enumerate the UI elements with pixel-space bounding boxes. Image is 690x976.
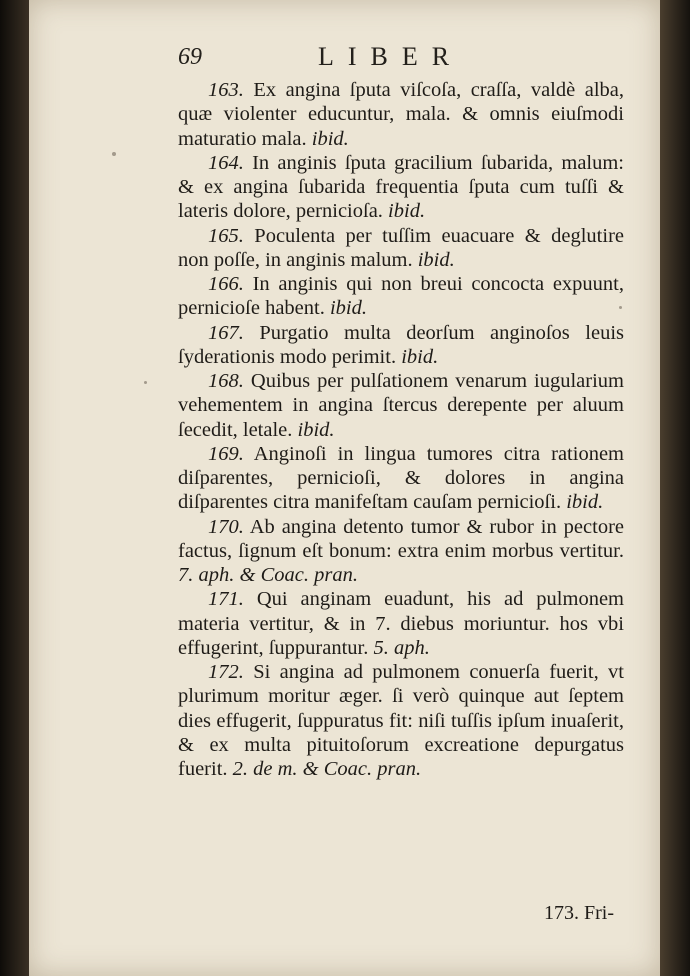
aphorism-reference: ibid. — [297, 418, 335, 441]
aphorism-number: 172. — [208, 661, 244, 683]
catchword: 173. Fri- — [544, 902, 614, 924]
aphorism-entry — [178, 151, 624, 224]
aphorism-text: In anginis qui non breui concocta expuunt, pernicioſe habent. — [178, 273, 625, 320]
aphorism-entry — [178, 515, 624, 588]
aphorism-number: 167. — [208, 321, 244, 344]
aphorism-entry — [178, 442, 624, 515]
aphorism-reference: ibid. — [566, 491, 604, 514]
page-number: 69 — [178, 44, 202, 70]
aphorism-text: In anginis ſputa gracilium ſubarida, malum: & ex angina ſubarida frequentia ſputa cum tuſſi & lateris dolore, pernicioſa. — [178, 151, 625, 223]
aphorism-entry — [178, 587, 624, 660]
aphorism-reference: ibid. — [311, 127, 349, 150]
aphorism-entry — [178, 660, 624, 781]
aphorism-entry — [178, 78, 624, 151]
aphorism-number: 170. — [208, 515, 244, 538]
aphorism-number: 171. — [208, 588, 244, 611]
aphorism-number: 166. — [208, 273, 244, 295]
aphorism-reference: 5. aph. — [373, 636, 430, 659]
aphorism-text: Poculenta per tuſſim euacuare & deglutire non poſſe, in anginis malum. — [178, 224, 625, 271]
aphorism-text: Purgatio multa deorſum anginoſos leuis ſyderationis modo perimit. — [178, 321, 624, 368]
aphorism-text: Si angina ad pulmonem conuerſa fuerit, vt plurimum moritur æger. ſi verò quinque aut ſeptem dies effugerit, ſuppuratus fit: niſi tuſſis ipſum inuaſerit, & ex multa pituitoſorum excreatione depurgatus fuerit. — [178, 661, 625, 780]
aphorism-text: Ex angina ſputa viſcoſa, craſſa, valdè alba, quæ violenter educuntur, mala. & omnis eiuſmodi maturatio mala. — [178, 79, 624, 150]
aphorism-entry — [178, 272, 624, 321]
aphorism-entry — [178, 321, 624, 370]
aphorism-number: 164. — [208, 151, 244, 174]
aphorism-text: Quibus per pulſationem venarum iugularium vehementem in angina ſtercus derepente per aluum ſecedit, letale. — [178, 370, 625, 441]
aphorism-text: Qui anginam euadunt, his ad pulmonem materia vertitur, & in 7. diebus moriuntur. hos vbi effugerint, ſuppurantur. — [178, 588, 624, 659]
aphorism-text: Anginoſi in lingua tumores citra rationem diſparentes, pernicioſi, & dolores in angina diſparentes citra manifeſtam cauſam pernicioſi. — [178, 442, 624, 514]
aphorism-number: 168. — [208, 370, 244, 392]
aphorism-text: Ab angina detento tumor & rubor in pectore factus, ſignum eſt bonum: extra enim morbus vertitur. — [178, 515, 624, 562]
paper-spot — [144, 381, 147, 384]
aphorism-reference: ibid. — [401, 345, 439, 368]
aphorism-entry — [178, 369, 624, 442]
page-header — [150, 42, 620, 76]
book-edge-right — [660, 0, 690, 976]
aphorism-number: 163. — [208, 79, 244, 101]
paper-spot — [112, 152, 116, 156]
aphorism-list — [178, 78, 624, 781]
aphorism-number: 165. — [208, 224, 244, 247]
running-title: LIBER — [318, 42, 464, 71]
aphorism-reference: ibid. — [388, 200, 426, 223]
aphorism-reference: ibid. — [329, 297, 368, 320]
aphorism-reference: ibid. — [417, 248, 455, 271]
aphorism-reference: 7. aph. & Coac. pran. — [178, 564, 358, 586]
aphorism-entry — [178, 224, 624, 273]
aphorism-number: 169. — [208, 442, 244, 465]
book-gutter-left — [0, 0, 29, 976]
aphorism-reference: 2. de m. & Coac. pran. — [232, 758, 422, 780]
